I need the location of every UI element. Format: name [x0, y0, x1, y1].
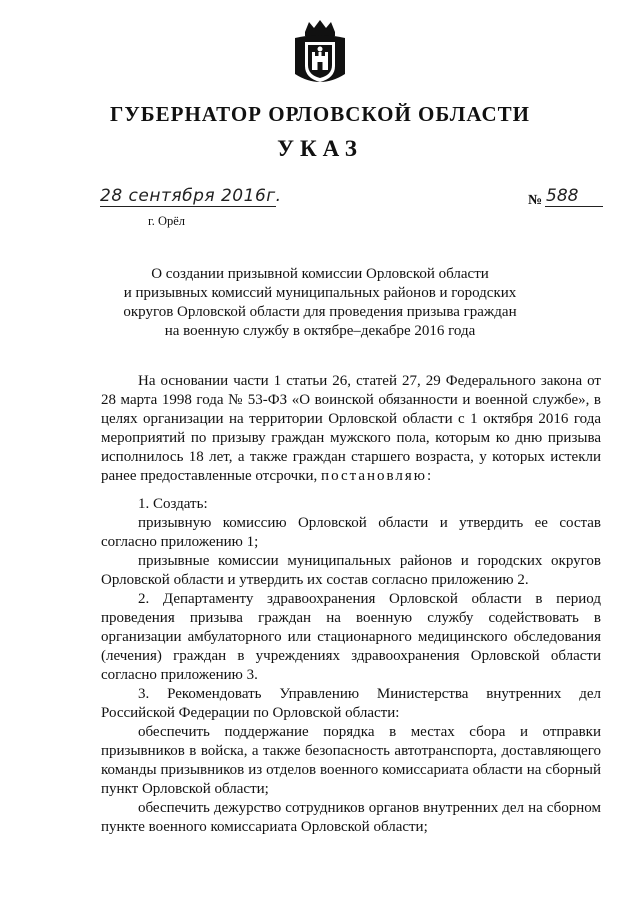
- preamble-paragraph: [101, 372, 601, 486]
- decree-number: 588: [546, 186, 579, 206]
- title-line: и призывных комиссий муниципальных районов и городских: [123, 285, 517, 301]
- point-paragraph: 3. Рекомендовать Управлению Министерства внутренних дел Российской Федерации по Орловской области:: [101, 686, 601, 721]
- title-line: О создании призывной комиссии Орловской области: [151, 266, 489, 282]
- governor-heading: ГУБЕРНАТОР ОРЛОВСКОЙ ОБЛАСТИ: [109, 102, 531, 126]
- point-paragraph: призывные комиссии муниципальных районов и городских округов Орловской области и утвердить их состав согласно приложению 2.: [101, 553, 601, 588]
- city-label: г. Орёл: [148, 214, 186, 228]
- point-paragraph: обеспечить дежурство сотрудников органов внутренних дел на сборном пункте военного комиссариата Орловской области;: [101, 800, 601, 835]
- oryol-oblast-coat-of-arms-icon: [291, 18, 349, 90]
- date-underline: [100, 206, 276, 207]
- decree-points: [101, 495, 601, 837]
- title-line: округов Орловской области для проведения призыва граждан: [123, 304, 517, 320]
- decree-heading: УКАЗ: [277, 136, 363, 161]
- preamble-text: На основании части 1 статьи 26, статей 27, 29 Федерального закона от 28 марта 1998 года № 53-ФЗ «О воинской обязанности и военной службе», в целях организации на территории Орловской области с 1 октября 2016 года мероприятий по призыву граждан мужского пола, которым ко дню призыва исполнилось 18 лет, а также граждан старшего возраста, у которых истекли ранее предоставленные отсрочки,: [101, 373, 601, 484]
- number-underline: [545, 206, 603, 207]
- title-line: на военную службу в октябре–декабре 2016 года: [164, 323, 476, 339]
- point-paragraph: 2. Департаменту здравоохранения Орловской области в период проведения призыва граждан на военную службу содействовать в организации амбулаторного или стационарного медицинского обследования (лечения) граждан в учреждениях здравоохранения Орловской области согласно приложению 3.: [101, 591, 601, 683]
- point-paragraph: 1. Создать:: [138, 496, 208, 512]
- decree-title: [120, 265, 520, 341]
- decree-date: 28 сентября 2016г.: [100, 186, 282, 206]
- preamble: [101, 372, 601, 486]
- resolve-word: постановляю:: [321, 468, 434, 484]
- number-label: №: [528, 193, 543, 208]
- point-paragraph: обеспечить поддержание порядка в местах сбора и отправки призывников в войска, а также безопасность автотранспорта, доставляющего команды призывников из отделов военного комиссариата области на сборный пункт Орловской области;: [101, 724, 601, 797]
- point-paragraph: призывную комиссию Орловской области и утвердить ее состав согласно приложению 1;: [101, 515, 601, 550]
